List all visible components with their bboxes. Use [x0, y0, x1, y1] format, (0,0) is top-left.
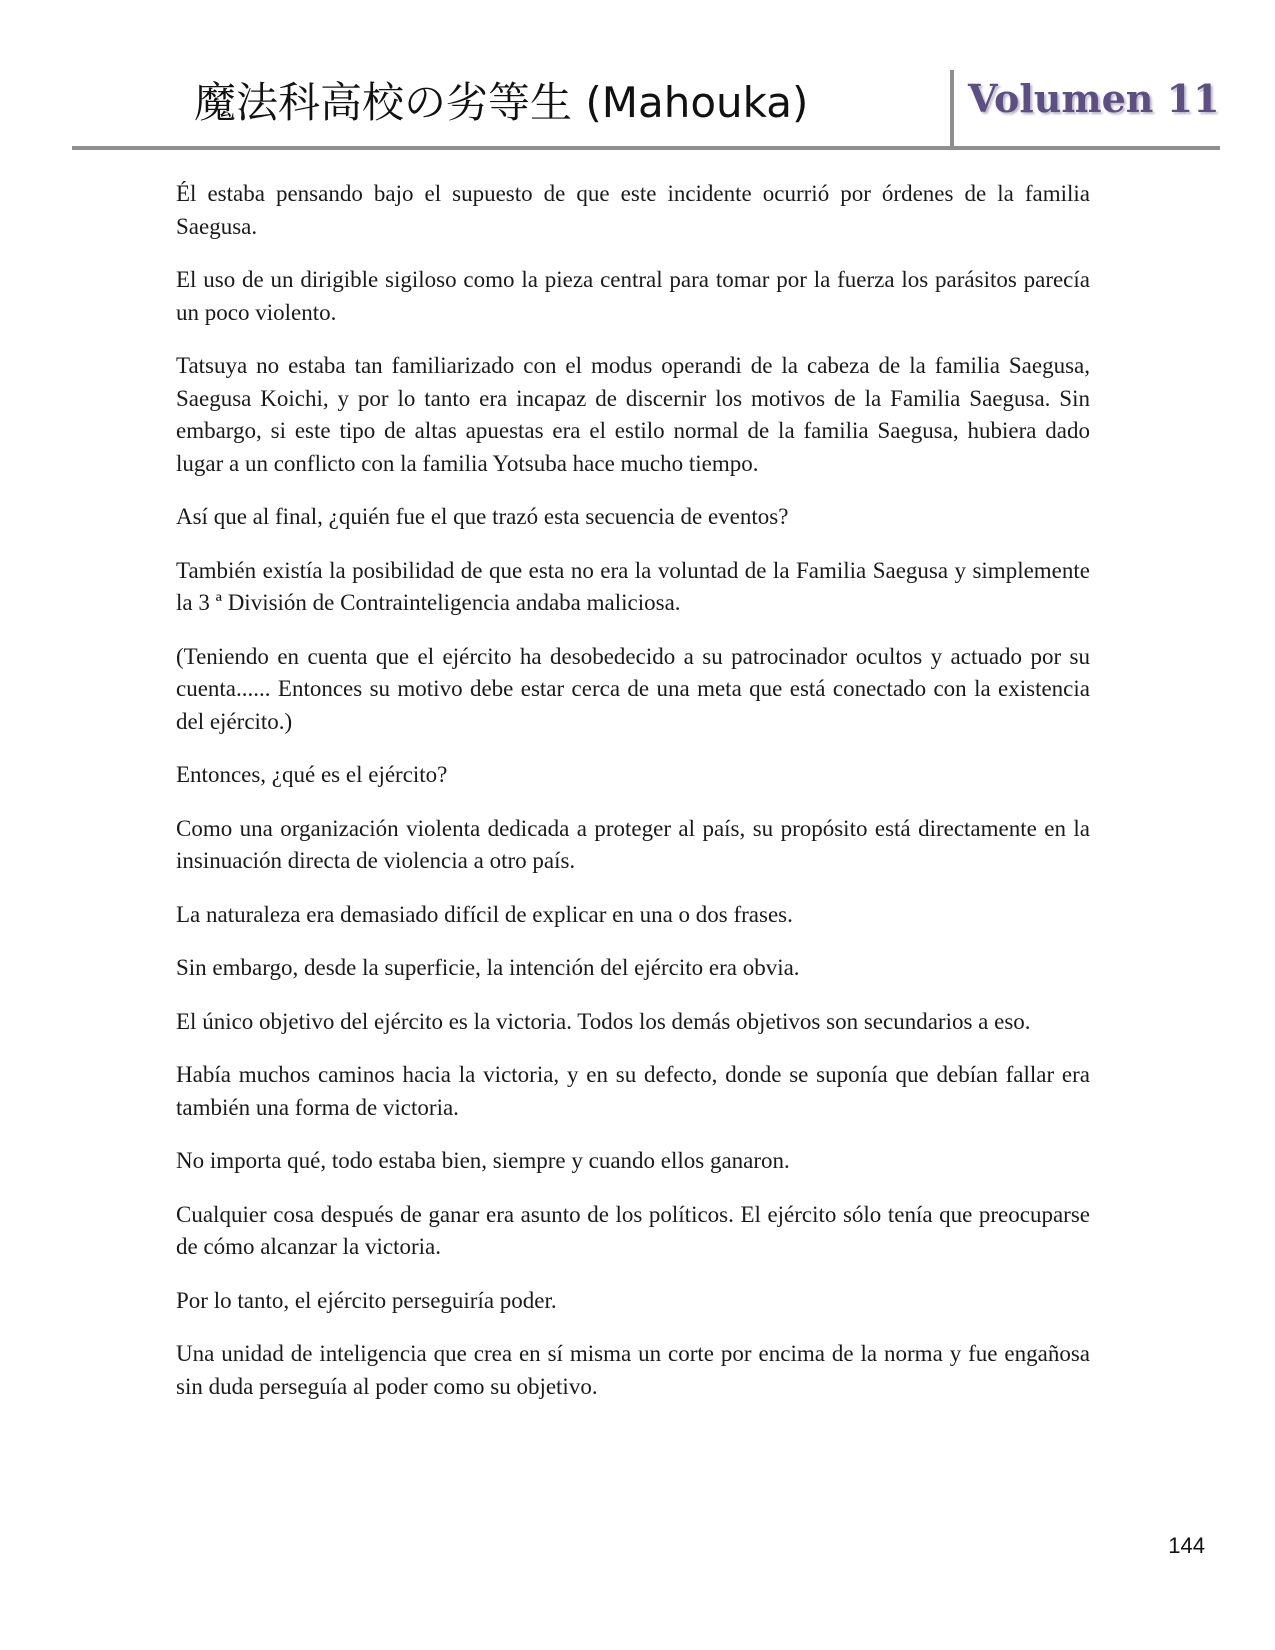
- paragraph: Una unidad de inteligencia que crea en sí misma un corte por encima de la norma y fue engañosa sin duda perseguía al poder como su objetivo.: [176, 1341, 1090, 1399]
- paragraph: No importa qué, todo estaba bien, siempre y cuando ellos ganaron.: [176, 1148, 790, 1173]
- header-vertical-divider: [950, 70, 954, 148]
- paragraph: Así que al final, ¿quién fue el que trazó esta secuencia de eventos?: [176, 504, 789, 529]
- paragraph: Como una organización violenta dedicada a proteger al país, su propósito está directamente en la insinuación directa de violencia a otro país.: [176, 815, 1090, 873]
- paragraph: También existía la posibilidad de que esta no era la voluntad de la Familia Saegusa y simplemente la 3 ª División de Contrainteligencia andaba maliciosa.: [176, 557, 1090, 615]
- paragraph: Cualquier cosa después de ganar era asunto de los políticos. El ejército sólo tenía que preocuparse de cómo alcanzar la victoria.: [176, 1201, 1090, 1259]
- paragraph: Había muchos caminos hacia la victoria, y en su defecto, donde se suponía que debían fallar era también una forma de victoria.: [176, 1062, 1090, 1120]
- body-text: [176, 178, 1090, 1424]
- header-volume-label: Volumen 11: [968, 76, 1220, 121]
- header-horizontal-rule: [72, 146, 1220, 150]
- paragraph: Entonces, ¿qué es el ejército?: [176, 762, 448, 787]
- paragraph: La naturaleza era demasiado difícil de explicar en una o dos frases.: [176, 901, 793, 927]
- paragraph: El uso de un dirigible sigiloso como la pieza central para tomar por la fuerza los parásitos parecía un poco violento.: [176, 267, 1090, 325]
- paragraph: Él estaba pensando bajo el supuesto de que este incidente ocurrió por órdenes de la familia Saegusa.: [176, 181, 1090, 239]
- paragraph: Sin embargo, desde la superficie, la intención del ejército era obvia.: [176, 955, 800, 980]
- page-header: [72, 70, 1220, 152]
- header-title: 魔法科高校の劣等生 (Mahouka): [194, 78, 809, 127]
- page-number: 144: [1168, 1533, 1205, 1558]
- paragraph: Por lo tanto, el ejército perseguiría poder.: [176, 1287, 557, 1313]
- paragraph: Tatsuya no estaba tan familiarizado con el modus operandi de la cabeza de la familia Saegusa, Saegusa Koichi, y por lo tanto era incapaz de discernir los motivos de la Familia Saegusa. Sin embargo, si este tipo de altas apuestas era el estilo normal de la familia Saegusa, hubiera dado lugar a un conflicto con la familia Yotsuba hace mucho tiempo.: [176, 353, 1090, 476]
- paragraph: (Teniendo en cuenta que el ejército ha desobedecido a su patrocinador ocultos y actuado por su cuenta...... Entonces su motivo debe estar cerca de una meta que está conectado con la existencia del ejército.): [176, 643, 1090, 734]
- paragraph: El único objetivo del ejército es la victoria. Todos los demás objetivos son secundarios a eso.: [176, 1008, 1031, 1034]
